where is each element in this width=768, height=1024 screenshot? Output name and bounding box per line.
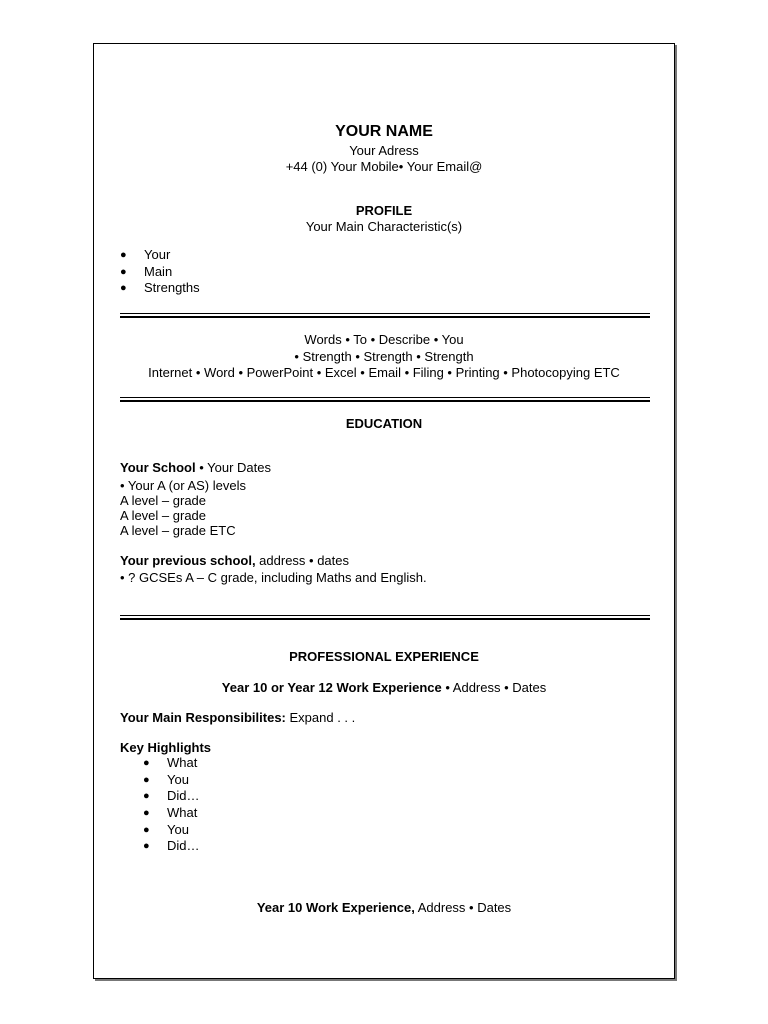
candidate-contact: +44 (0) Your Mobile• Your Email@ (285, 159, 483, 174)
job-1-line (94, 680, 674, 695)
school-1-dates: • Your Dates (195, 460, 271, 475)
school-1-grade: A level – grade ETC (120, 523, 236, 538)
candidate-name: YOUR NAME (335, 123, 433, 140)
skills-software: Internet • Word • PowerPoint • Excel • Email • Filing • Printing • Photocopying ETC (148, 365, 620, 380)
job-2-line (94, 900, 674, 915)
candidate-address: Your Adress (349, 143, 419, 158)
job-2-title: Year 10 Work Experience, (256, 900, 415, 915)
section-divider (120, 313, 650, 318)
school-2-line (120, 553, 349, 568)
school-1-line (120, 460, 271, 475)
job-1-details: • Address • Dates (441, 680, 547, 695)
responsibilities-line (120, 710, 355, 725)
school-1-name: Your School (120, 460, 196, 475)
job-2-details: Address • Dates (414, 900, 512, 915)
school-1-grade: A level – grade (120, 493, 207, 508)
school-2-name: Your previous school, (120, 553, 256, 568)
school-2-qualification: • ? GCSEs A – C grade, including Maths and English. (120, 570, 427, 585)
key-highlights-heading: Key Highlights (120, 740, 212, 755)
section-divider (120, 397, 650, 402)
experience-heading: PROFESSIONAL EXPERIENCE (289, 649, 479, 664)
profile-heading: PROFILE (355, 203, 413, 218)
skills-words: Words • To • Describe • You (304, 332, 464, 347)
responsibilities-label: Your Main Responsibilites: (120, 710, 286, 725)
resume-page: YOUR NAME Your Adress +44 (0) Your Mobile• Your Email@ PROFILE Your Main Characteristic(s) ● Your ● Main ● Strengths Words • To • Describe • You • Strength • Strength • Strength Internet • Word • PowerPoint • Excel • Email • Filing • Printing • Photocopying ETC EDUCATION Your School • Your Dates • Your A (or AS) levels A level – grade A level – grade A level – grade ETC Your previous school, address • dates • ? GCSEs A – C grade, including Maths and English. PROFESSIONAL EXPERIENCE Year 10 or Year 12 Work Experience • Address • Dates Your Main Responsibilites: Expand . . . Key Highlights ● What ● You ● Did… ● What ● You ● Did… Year 10 Work Experience, Address • Dates (93, 43, 675, 979)
school-1-qualification: • Your A (or AS) levels (120, 478, 246, 493)
school-2-dates: address • dates (255, 553, 349, 568)
education-heading: EDUCATION (345, 416, 423, 431)
responsibilities-text: Expand . . . (285, 710, 356, 725)
profile-subtitle: Your Main Characteristic(s) (305, 219, 463, 234)
skills-strengths: • Strength • Strength • Strength (294, 349, 474, 364)
school-1-grade: A level – grade (120, 508, 207, 523)
job-1-title: Year 10 or Year 12 Work Experience (221, 680, 442, 695)
section-divider (120, 615, 650, 620)
